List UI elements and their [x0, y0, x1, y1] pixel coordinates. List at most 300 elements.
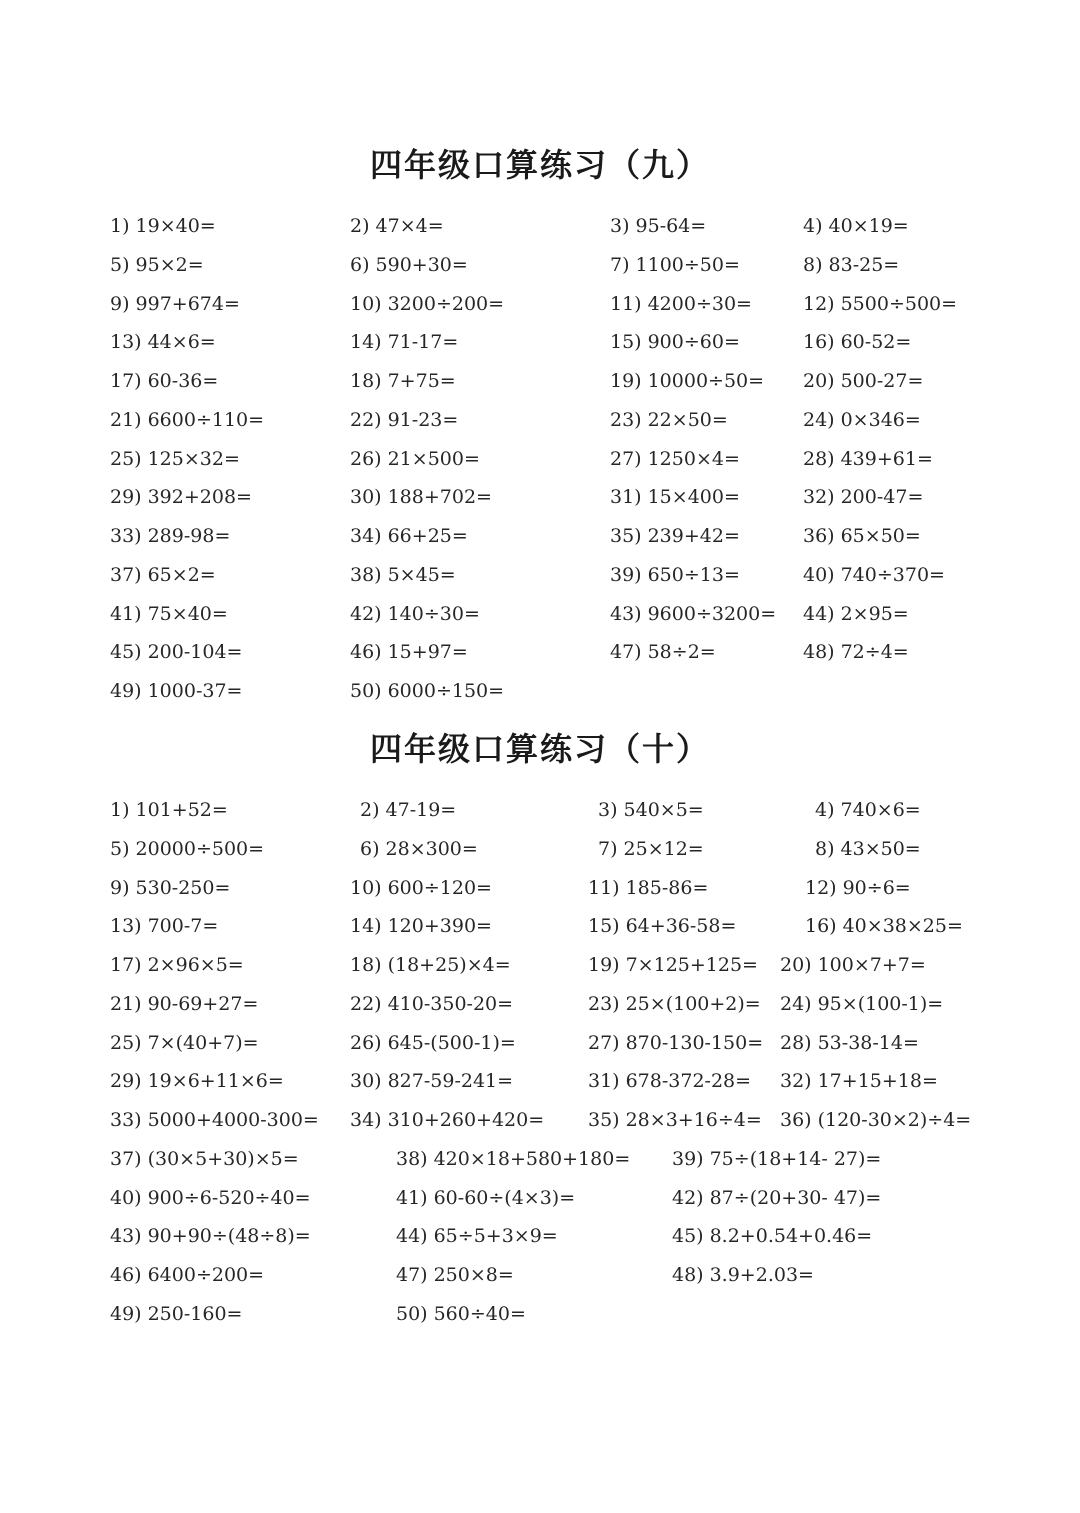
problem-item	[803, 524, 921, 548]
problem-expression: 40×19=	[828, 215, 909, 237]
problem-number: 21)	[110, 992, 142, 1015]
problem-item	[803, 640, 909, 664]
problem-expression: 2×96×5=	[147, 954, 244, 976]
problem-expression: 6000÷150=	[387, 680, 505, 702]
problem-number: 35)	[610, 525, 642, 547]
problem-expression: 19×40=	[135, 215, 216, 237]
problem-expression: 439+61=	[840, 447, 933, 470]
problem-item	[360, 798, 456, 822]
problem-number: 1)	[110, 799, 130, 821]
problem-item	[110, 1147, 299, 1171]
problem-item	[610, 640, 716, 664]
problem-item	[110, 524, 230, 548]
problem-number: 47)	[610, 641, 642, 664]
problem-expression: 60-36=	[147, 370, 219, 392]
problem-item	[396, 1302, 526, 1326]
problem-item	[350, 524, 468, 548]
problem-number: 18)	[350, 370, 382, 392]
problem-expression: 420×18+580+180=	[433, 1147, 631, 1170]
problem-item	[110, 1186, 311, 1210]
problem-item	[598, 798, 704, 822]
problem-item	[803, 292, 957, 316]
problem-expression: 900÷60=	[647, 331, 740, 354]
problem-expression: 10000÷50=	[647, 370, 765, 392]
problem-number: 19)	[588, 954, 620, 976]
problem-number: 49)	[110, 680, 142, 702]
problem-expression: 239+42=	[647, 525, 740, 547]
problem-number: 43)	[110, 1225, 142, 1248]
section-title-ten: 四年级口算练习（十）	[369, 730, 710, 768]
problem-item	[588, 992, 761, 1016]
problem-expression: 590+30=	[375, 253, 468, 276]
problem-number: 3)	[610, 215, 630, 237]
problem-number: 46)	[110, 1264, 142, 1286]
problem-expression: 64+36-58=	[625, 915, 737, 938]
problem-number: 45)	[110, 641, 142, 664]
problem-expression: 44×6=	[147, 331, 216, 354]
problem-item	[803, 214, 909, 238]
problem-item	[610, 563, 740, 587]
problem-expression: 65×2=	[147, 563, 216, 586]
problem-expression: 410-350-20=	[387, 992, 514, 1015]
problem-expression: 560÷40=	[433, 1302, 526, 1325]
problem-expression: 100×7+7=	[817, 954, 926, 976]
problem-item	[396, 1263, 514, 1287]
problem-number: 20)	[780, 954, 812, 976]
problem-expression: 90÷6=	[842, 876, 911, 899]
problem-item	[110, 798, 228, 822]
problem-expression: 3200÷200=	[387, 292, 505, 315]
problem-item	[396, 1186, 575, 1210]
problem-expression: 47×4=	[375, 215, 444, 237]
problem-expression: 4200÷30=	[647, 292, 752, 315]
problem-number: 6)	[360, 837, 380, 860]
problem-number: 12)	[805, 876, 837, 899]
problem-expression: 5000+4000-300=	[147, 1109, 319, 1131]
problem-expression: 6600÷110=	[147, 408, 265, 431]
problem-expression: 3.9+2.03=	[709, 1264, 814, 1286]
problem-item	[350, 563, 456, 587]
problem-number: 48)	[672, 1264, 704, 1286]
problem-expression: 188+702=	[387, 486, 492, 509]
problem-expression: 250×8=	[433, 1264, 514, 1286]
problem-number: 23)	[588, 992, 620, 1015]
problem-item	[350, 369, 456, 393]
problem-number: 33)	[110, 1109, 142, 1131]
problem-expression: 870-130-150=	[625, 1031, 764, 1054]
problem-number: 5)	[110, 253, 130, 276]
problem-number: 1)	[110, 215, 130, 237]
problem-number: 41)	[396, 1186, 428, 1209]
problem-expression: 5500÷500=	[840, 292, 958, 315]
problem-item	[780, 1069, 938, 1093]
problem-number: 44)	[803, 602, 835, 625]
problem-item	[110, 447, 240, 471]
problem-item	[350, 253, 468, 277]
problem-expression: 650÷13=	[647, 563, 740, 586]
problem-number: 21)	[110, 408, 142, 431]
problem-expression: 95×2=	[135, 253, 204, 276]
problem-item	[610, 524, 740, 548]
problem-expression: 95×(100-1)=	[817, 992, 944, 1015]
problem-expression: 678-372-28=	[625, 1070, 752, 1093]
problem-expression: 28×3+16÷4=	[625, 1109, 762, 1131]
problem-number: 16)	[805, 915, 837, 938]
problem-expression: 645-(500-1)=	[387, 1031, 516, 1054]
problem-number: 7)	[598, 837, 618, 860]
problem-item	[110, 408, 264, 432]
problem-number: 26)	[350, 447, 382, 470]
problem-number: 9)	[110, 292, 130, 315]
problem-number: 42)	[350, 602, 382, 625]
problem-item	[350, 1031, 516, 1055]
problem-item	[610, 369, 764, 393]
problem-number: 36)	[780, 1109, 812, 1131]
problem-expression: 21×500=	[387, 447, 480, 470]
problem-expression: 28×300=	[385, 837, 478, 860]
problem-number: 4)	[803, 215, 823, 237]
problem-item	[350, 914, 492, 938]
problem-expression: 58÷2=	[647, 641, 716, 664]
problem-number: 31)	[610, 486, 642, 509]
problem-expression: (120-30×2)÷4=	[817, 1109, 972, 1131]
problem-item	[780, 992, 943, 1016]
problem-item	[350, 876, 492, 900]
problem-number: 37)	[110, 563, 142, 586]
problem-expression: 1100÷50=	[635, 253, 740, 276]
section-title-nine: 四年级口算练习（九）	[369, 146, 710, 184]
problem-item	[110, 485, 252, 509]
problem-item	[672, 1263, 814, 1287]
problem-expression: 250-160=	[147, 1302, 243, 1325]
problem-item	[110, 640, 242, 664]
problem-expression: 75÷(18+14- 27)=	[709, 1147, 882, 1170]
problem-item	[588, 1031, 763, 1055]
problem-number: 19)	[610, 370, 642, 392]
problem-expression: 2×95=	[840, 602, 909, 625]
problem-item	[350, 292, 504, 316]
problem-number: 45)	[672, 1225, 704, 1248]
problem-number: 39)	[672, 1147, 704, 1170]
problem-expression: 5×45=	[387, 563, 456, 586]
problem-expression: 43×50=	[840, 837, 921, 860]
problem-number: 2)	[360, 799, 380, 821]
problem-number: 11)	[588, 876, 620, 899]
problem-item	[110, 679, 242, 703]
problem-number: 34)	[350, 1109, 382, 1131]
problem-item	[350, 408, 458, 432]
problem-number: 12)	[803, 292, 835, 315]
problem-number: 47)	[396, 1264, 428, 1286]
problem-item	[350, 330, 458, 354]
problem-item	[805, 914, 963, 938]
problem-item	[350, 602, 480, 626]
problem-number: 20)	[803, 370, 835, 392]
problem-number: 43)	[610, 602, 642, 625]
problem-number: 8)	[815, 837, 835, 860]
problem-item	[110, 1302, 242, 1326]
problem-number: 38)	[396, 1147, 428, 1170]
problem-expression: 40×38×25=	[842, 915, 963, 938]
problem-expression: 65×50=	[840, 525, 921, 547]
problem-item	[350, 1069, 513, 1093]
problem-expression: 0×346=	[840, 408, 921, 431]
problem-item	[610, 602, 776, 626]
problem-expression: 71-17=	[387, 331, 459, 354]
problem-item	[805, 876, 911, 900]
problem-item	[396, 1224, 558, 1248]
problem-item	[110, 1224, 311, 1248]
problem-item	[672, 1186, 881, 1210]
problem-expression: 392+208=	[147, 486, 252, 509]
problem-item	[803, 369, 923, 393]
problem-number: 4)	[815, 799, 835, 821]
problem-number: 32)	[803, 486, 835, 509]
problem-item	[110, 602, 228, 626]
problem-expression: 120+390=	[387, 915, 492, 938]
problem-item	[598, 837, 704, 861]
problem-expression: 60-52=	[840, 331, 912, 354]
problem-expression: 500-27=	[840, 370, 924, 392]
problem-item	[610, 214, 706, 238]
problem-number: 13)	[110, 915, 142, 938]
problem-number: 13)	[110, 331, 142, 354]
problem-expression: 540×5=	[623, 799, 704, 821]
problem-expression: 1000-37=	[147, 680, 243, 702]
problem-item	[110, 1031, 259, 1055]
problem-item	[780, 1031, 919, 1055]
problem-number: 50)	[396, 1302, 428, 1325]
problem-number: 5)	[110, 837, 130, 860]
problem-expression: 600÷120=	[387, 876, 492, 899]
problem-expression: 22×50=	[647, 408, 728, 431]
problem-expression: 997+674=	[135, 292, 240, 315]
problem-number: 28)	[803, 447, 835, 470]
problem-number: 6)	[350, 253, 370, 276]
problem-number: 30)	[350, 1070, 382, 1093]
problem-item	[610, 408, 728, 432]
problem-expression: 310+260+420=	[387, 1109, 545, 1131]
problem-expression: 47-19=	[385, 799, 457, 821]
problem-item	[110, 837, 264, 861]
problem-expression: 125×32=	[147, 447, 240, 470]
problem-expression: 19×6+11×6=	[147, 1070, 284, 1093]
problem-number: 17)	[110, 370, 142, 392]
problem-item	[110, 369, 218, 393]
problem-item	[803, 485, 923, 509]
problem-item	[780, 1108, 971, 1132]
problem-expression: 75×40=	[147, 602, 228, 625]
problem-item	[350, 485, 492, 509]
problem-item	[803, 408, 921, 432]
problem-number: 14)	[350, 331, 382, 354]
problem-expression: 140÷30=	[387, 602, 480, 625]
problem-number: 15)	[588, 915, 620, 938]
problem-item	[350, 214, 444, 238]
problem-expression: 740×6=	[840, 799, 921, 821]
problem-item	[350, 640, 468, 664]
problem-item	[803, 602, 909, 626]
problem-expression: 60-60÷(4×3)=	[433, 1186, 576, 1209]
problem-item	[110, 330, 216, 354]
problem-number: 22)	[350, 408, 382, 431]
problem-expression: 17+15+18=	[817, 1070, 938, 1093]
problem-number: 27)	[588, 1031, 620, 1054]
problem-item	[360, 837, 478, 861]
problem-expression: 25×12=	[623, 837, 704, 860]
problem-number: 15)	[610, 331, 642, 354]
problem-number: 23)	[610, 408, 642, 431]
problem-item	[610, 447, 740, 471]
problem-item	[110, 1108, 319, 1132]
problem-number: 44)	[396, 1225, 428, 1248]
problem-number: 38)	[350, 563, 382, 586]
problem-number: 8)	[803, 253, 823, 276]
problem-number: 41)	[110, 602, 142, 625]
problem-expression: 289-98=	[147, 525, 231, 547]
problem-expression: 101+52=	[135, 799, 228, 821]
problem-item	[815, 798, 921, 822]
problem-expression: 6400÷200=	[147, 1264, 265, 1286]
problem-item	[610, 485, 740, 509]
problem-item	[672, 1224, 872, 1248]
problem-item	[588, 953, 758, 977]
problem-number: 36)	[803, 525, 835, 547]
problem-item	[110, 876, 230, 900]
problem-number: 2)	[350, 215, 370, 237]
problem-item	[610, 292, 752, 316]
problem-item	[110, 1263, 264, 1287]
problem-expression: 53-38-14=	[817, 1031, 919, 1054]
problem-item	[588, 1069, 751, 1093]
problem-number: 31)	[588, 1070, 620, 1093]
problem-number: 35)	[588, 1109, 620, 1131]
problem-number: 49)	[110, 1302, 142, 1325]
problem-number: 46)	[350, 641, 382, 664]
problem-item	[803, 330, 911, 354]
problem-item	[110, 214, 216, 238]
problem-item	[588, 1108, 762, 1132]
problem-number: 29)	[110, 486, 142, 509]
problem-expression: 87÷(20+30- 47)=	[709, 1186, 882, 1209]
problem-number: 11)	[610, 292, 642, 315]
problem-expression: 827-59-241=	[387, 1070, 514, 1093]
problem-item	[803, 253, 899, 277]
problem-item	[610, 330, 740, 354]
problem-number: 37)	[110, 1147, 142, 1170]
problem-expression: (30×5+30)×5=	[147, 1147, 299, 1170]
problem-item	[610, 253, 740, 277]
problem-number: 16)	[803, 331, 835, 354]
problem-item	[588, 914, 736, 938]
problem-number: 24)	[803, 408, 835, 431]
problem-number: 25)	[110, 447, 142, 470]
problem-number: 40)	[803, 563, 835, 586]
problem-expression: 7+75=	[387, 370, 456, 392]
problem-number: 10)	[350, 876, 382, 899]
problem-number: 7)	[610, 253, 630, 276]
problem-expression: 15+97=	[387, 641, 468, 664]
problem-expression: 1250×4=	[647, 447, 740, 470]
problem-number: 22)	[350, 992, 382, 1015]
problem-item	[110, 253, 204, 277]
problem-expression: 9600÷3200=	[647, 602, 777, 625]
problem-item	[780, 953, 926, 977]
problem-number: 18)	[350, 954, 382, 976]
problem-expression: 700-7=	[147, 915, 219, 938]
problem-expression: 530-250=	[135, 876, 231, 899]
problem-expression: 66+25=	[387, 525, 468, 547]
problem-expression: 90-69+27=	[147, 992, 259, 1015]
problem-expression: 185-86=	[625, 876, 709, 899]
problem-number: 25)	[110, 1031, 142, 1054]
problem-number: 50)	[350, 680, 382, 702]
problem-item	[110, 953, 244, 977]
problem-expression: 90+90÷(48÷8)=	[147, 1225, 311, 1248]
problem-item	[803, 447, 933, 471]
problem-number: 39)	[610, 563, 642, 586]
problem-item	[350, 953, 511, 977]
problem-expression: 83-25=	[828, 253, 900, 276]
problem-expression: 7×125+125=	[625, 954, 758, 976]
problem-expression: 7×(40+7)=	[147, 1031, 259, 1054]
problem-number: 3)	[598, 799, 618, 821]
problem-item	[110, 914, 218, 938]
problem-item	[588, 876, 708, 900]
problem-number: 27)	[610, 447, 642, 470]
problem-item	[350, 679, 504, 703]
problem-item	[815, 837, 921, 861]
problem-number: 26)	[350, 1031, 382, 1054]
problem-expression: 95-64=	[635, 215, 707, 237]
problem-expression: 20000÷500=	[135, 837, 265, 860]
problem-item	[110, 1069, 284, 1093]
problem-expression: 25×(100+2)=	[625, 992, 761, 1015]
problem-number: 34)	[350, 525, 382, 547]
problem-item	[803, 563, 945, 587]
problem-number: 29)	[110, 1070, 142, 1093]
problem-expression: 900÷6-520÷40=	[147, 1186, 311, 1209]
problem-expression: 740÷370=	[840, 563, 945, 586]
problem-number: 33)	[110, 525, 142, 547]
problem-expression: 65÷5+3×9=	[433, 1225, 558, 1248]
problem-number: 40)	[110, 1186, 142, 1209]
problem-expression: 91-23=	[387, 408, 459, 431]
problem-expression: (18+25)×4=	[387, 954, 511, 976]
problem-number: 32)	[780, 1070, 812, 1093]
problem-expression: 200-47=	[840, 486, 924, 509]
problem-expression: 8.2+0.54+0.46=	[709, 1225, 873, 1248]
problem-number: 24)	[780, 992, 812, 1015]
problem-number: 48)	[803, 641, 835, 664]
problem-item	[350, 992, 513, 1016]
problem-expression: 200-104=	[147, 641, 243, 664]
problem-expression: 15×400=	[647, 486, 740, 509]
problem-item	[396, 1147, 630, 1171]
problem-item	[350, 1108, 544, 1132]
problem-item	[110, 992, 258, 1016]
problem-number: 28)	[780, 1031, 812, 1054]
problem-expression: 72÷4=	[840, 641, 909, 664]
problem-number: 14)	[350, 915, 382, 938]
problem-number: 10)	[350, 292, 382, 315]
problem-item	[110, 563, 216, 587]
problem-number: 9)	[110, 876, 130, 899]
problem-number: 30)	[350, 486, 382, 509]
problem-item	[350, 447, 480, 471]
problem-number: 17)	[110, 954, 142, 976]
problem-number: 42)	[672, 1186, 704, 1209]
